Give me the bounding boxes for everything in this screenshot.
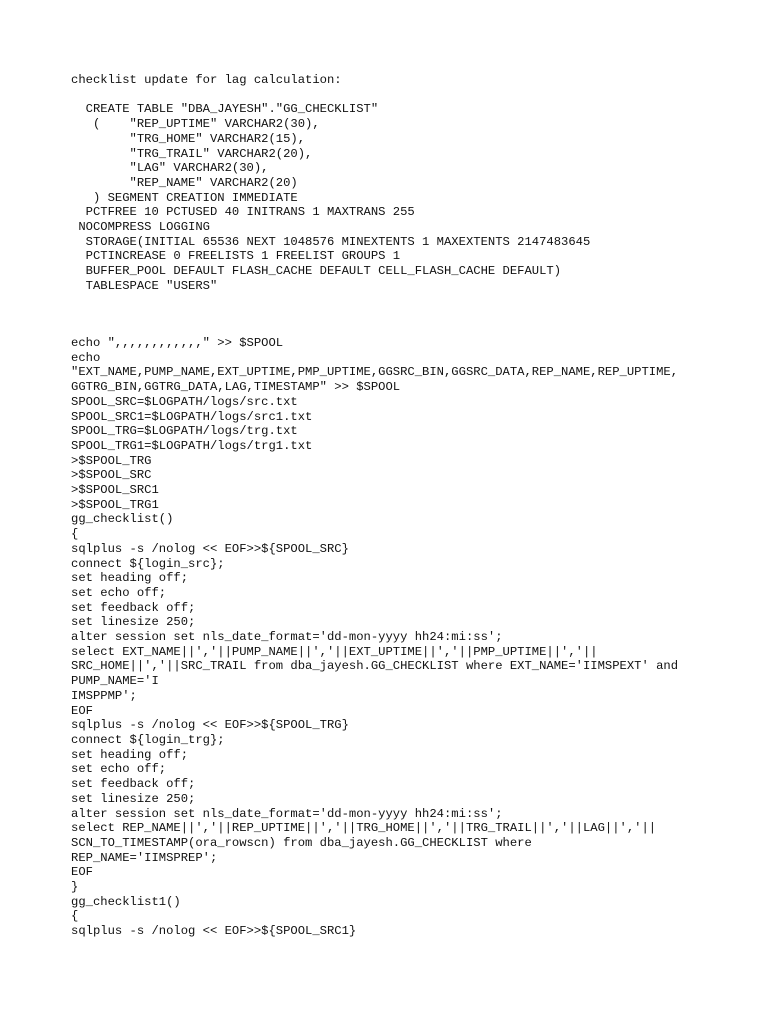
- ddl-code-block: checklist update for lag calculation: CREATE TABLE "DBA_JAYESH"."GG_CHECKLIST" ( "REP_UPTIME" VARCHAR2(30), "TRG_HOME" VARCHAR2(15), "TRG_TRAIL" VARCHAR2(20), "LAG" VARCHAR2(30), "REP_NAME" VARCHAR2(20) ) SEGMENT CREATION IMMEDIATE PCTFREE 10 PCTUSED 40 INITRANS 1 MAXTRANS 255 NOCOMPRESS LOGGING STORAGE(INITIAL 65536 NEXT 1048576 MINEXTENTS 1 MAXEXTENTS 2147483645 PCTINCREASE 0 FREELISTS 1 FREELIST GROUPS 1 BUFFER_POOL DEFAULT FLASH_CACHE DEFAULT CELL_FLASH_CACHE DEFAULT) TABLESPACE "USERS": [71, 73, 591, 293]
- shell-script-code-block: echo ",,,,,,,,,,,," >> $SPOOL echo "EXT_NAME,PUMP_NAME,EXT_UPTIME,PMP_UPTIME,GGSRC_BIN,GGSRC_DATA,REP_NAME,REP_UPTIME, GGTRG_BIN,GGTRG_DATA,LAG,TIMESTAMP" >> $SPOOL SPOOL_SRC=$LOGPATH/logs/src.txt SPOOL_SRC1=$LOGPATH/logs/src1.txt SPOOL_TRG=$LOGPATH/logs/trg.txt SPOOL_TRG1=$LOGPATH/logs/trg1.txt >$SPOOL_TRG >$SPOOL_SRC >$SPOOL_SRC1 >$SPOOL_TRG1 gg_checklist() { sqlplus -s /nolog << EOF>>${SPOOL_SRC} connect ${login_src}; set heading off; set echo off; set feedback off; set linesize 250; alter session set nls_date_format='dd-mon-yyyy hh24:mi:ss'; select EXT_NAME||','||PUMP_NAME||','||EXT_UPTIME||','||PMP_UPTIME||','|| SRC_HOME||','||SRC_TRAIL from dba_jayesh.GG_CHECKLIST where EXT_NAME='IIMSPEXT' and PUMP_NAME='I IMSPPMP'; EOF sqlplus -s /nolog << EOF>>${SPOOL_TRG} connect ${login_trg}; set heading off; set echo off; set feedback off; set linesize 250; alter session set nls_date_format='dd-mon-yyyy hh24:mi:ss'; select REP_NAME||','||REP_UPTIME||','||TRG_HOME||','||TRG_TRAIL||','||LAG||','|| SCN_TO_TIMESTAMP(ora_rowscn) from dba_jayesh.GG_CHECKLIST where REP_NAME='IIMSPREP'; EOF } gg_checklist1() { sqlplus -s /nolog << EOF>>${SPOOL_SRC1}: [71, 336, 679, 939]
